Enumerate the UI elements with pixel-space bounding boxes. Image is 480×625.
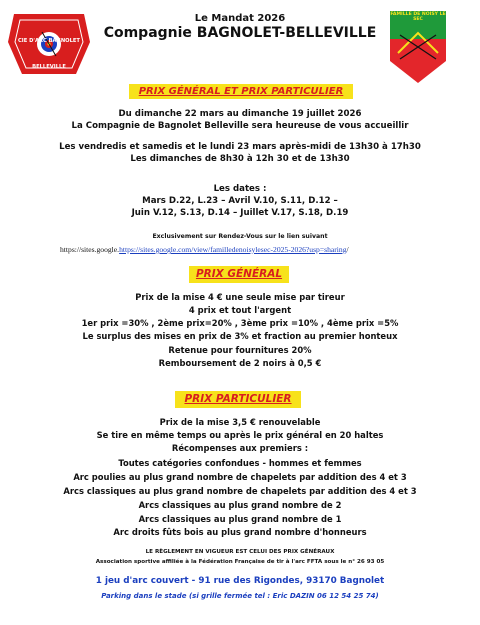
banner-heading: PRIX PARTICULIER <box>184 393 292 405</box>
parking-info: Parking dans le stade (si grille fermée tel : Eric DAZIN 06 12 54 25 74) <box>101 592 379 600</box>
prix-particulier-line: Se tire en même temps ou après le prix général en 20 haltes <box>96 430 384 440</box>
prix-particulier-line: Arcs classiques au plus grand nombre de 2 <box>138 500 342 510</box>
intro-line: Les vendredis et samedis et le lundi 23 mars après-midi de 13h30 à 17h30 <box>59 142 421 152</box>
prix-general-line: 4 prix et tout l'argent <box>188 305 292 315</box>
prix-general-line: Retenue pour fournitures 20% <box>168 345 312 355</box>
association-note: Association sportive affiliée à la Fédération Française de tir à l'arc FFTA sous le n° 26 93 05 <box>95 559 385 565</box>
prix-particulier-line: Récompenses aux premiers : <box>171 443 309 453</box>
prix-general-line: Le surplus des mises en prix de 3% et fraction au premier honteux <box>82 331 398 341</box>
prix-general-particulier-banner <box>129 84 353 99</box>
intro-line: Du dimanche 22 mars au dimanche 19 juillet 2026 <box>118 109 362 119</box>
dates-line: Juin V.12, S.13, D.14 – Juillet V.17, S.18, D.19 <box>131 208 349 218</box>
rule-note: LE RÈGLEMENT EN VIGUEUR EST CELUI DES PRIX GÉNÉRAUX <box>145 549 335 555</box>
address: 1 jeu d'arc couvert - 91 rue des Rigondes, 93170 Bagnolet <box>95 576 385 586</box>
prix-particulier-line: Arc poulies au plus grand nombre de chapelets par addition des 4 et 3 <box>73 472 407 482</box>
prix-particulier-banner <box>175 391 301 408</box>
banner-heading: PRIX GÉNÉRAL ET PRIX PARTICULIER <box>138 86 344 97</box>
booking-link-line <box>60 245 349 254</box>
prix-particulier-line: Arc droits fûts bois au plus grand nombre d'honneurs <box>113 527 367 537</box>
banner-heading: PRIX GÉNÉRAL <box>195 268 283 280</box>
rdv-note: Exclusivement sur Rendez-Vous sur le lien suivant <box>152 233 328 240</box>
link-prefix: https://sites.google. <box>60 245 120 254</box>
prix-general-banner <box>189 266 289 283</box>
prix-particulier-line: Arcs classiques au plus grand nombre de chapelets par addition des 4 et 3 <box>63 486 417 496</box>
intro-line: Les dimanches de 8h30 à 12h 30 et de 13h30 <box>130 154 350 164</box>
dates-line: Mars D.22, L.23 – Avril V.10, S.11, D.12 – <box>142 196 338 206</box>
prix-general-line: Prix de la mise 4 € une seule mise par tireur <box>135 292 345 302</box>
logo-left-text: CIE D'ARC BAGNOLET BELLEVILLE <box>18 38 80 70</box>
prix-particulier-line: Toutes catégories confondues - hommes et femmes <box>118 458 362 468</box>
mandat-subtitle: Le Mandat 2026 <box>194 13 286 24</box>
dates-label: Les dates : <box>213 184 267 194</box>
prix-general-line: Remboursement de 2 noirs à 0,5 € <box>158 358 322 368</box>
booking-link[interactable]: https://sites.google.com/view/familledenoisylesec-2025-2026?usp=sharing <box>119 245 347 254</box>
logo-right-text: FAMILLE DE NOISY LE SEC <box>390 12 446 22</box>
link-suffix: / <box>346 245 349 254</box>
compagnie-title: Compagnie BAGNOLET-BELLEVILLE <box>103 25 377 41</box>
prix-particulier-line: Arcs classiques au plus grand nombre de 1 <box>138 514 342 524</box>
intro-line: La Compagnie de Bagnolet Belleville sera heureuse de vous accueillir <box>71 121 409 131</box>
prix-general-line: 1er prix =30% , 2ème prix=20% , 3ème prix =10% , 4ème prix =5% <box>81 318 399 328</box>
prix-particulier-line: Prix de la mise 3,5 € renouvelable <box>159 417 321 427</box>
